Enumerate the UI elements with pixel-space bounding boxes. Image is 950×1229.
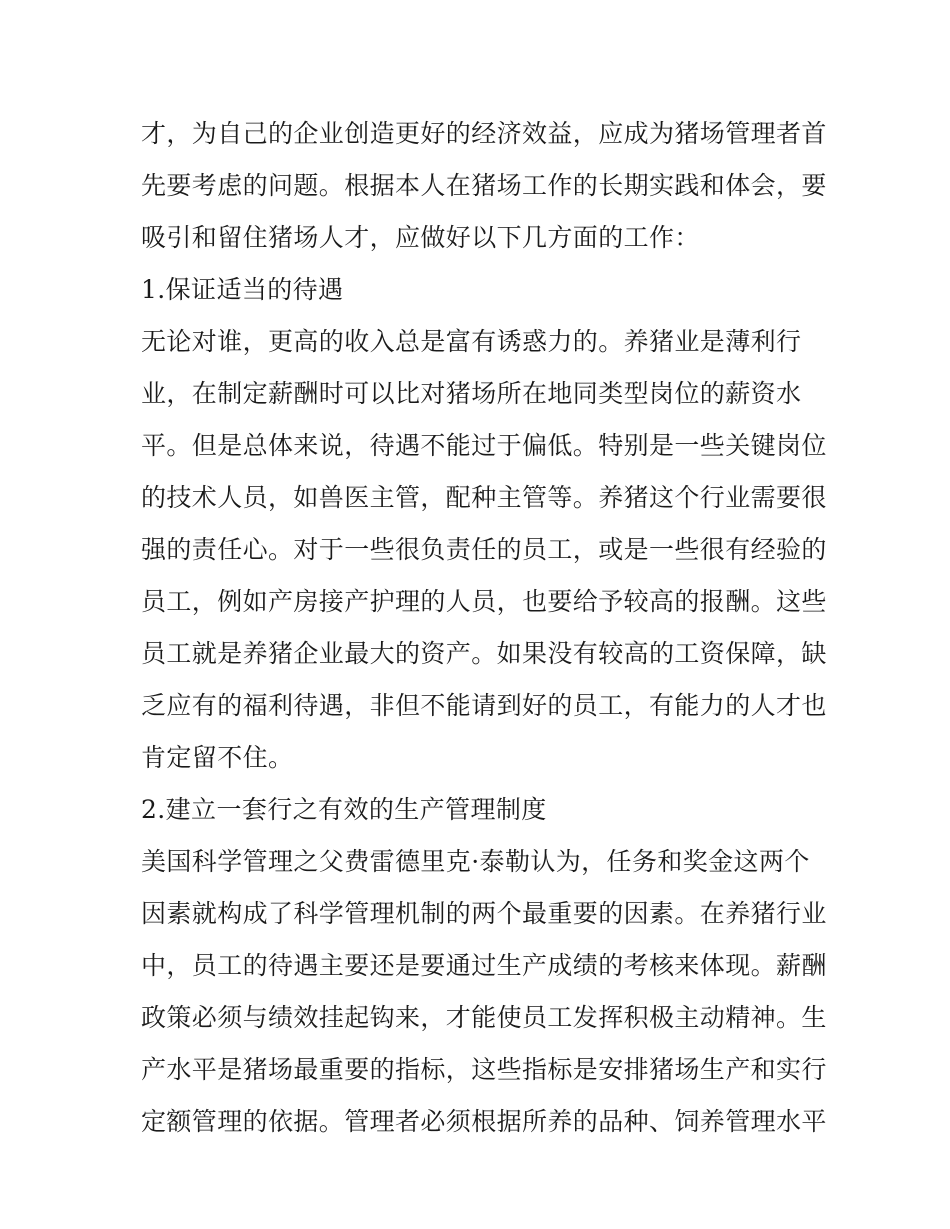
paragraph-line: 无论对谁，更高的收入总是富有诱惑力的。养猪业是薄利行: [141, 327, 802, 356]
paragraph-line: 吸引和留住猪场人才，应做好以下几方面的工作：: [141, 223, 700, 252]
paragraph-line: 业，在制定薪酬时可以比对猪场所在地同类型岗位的薪资水: [141, 379, 802, 408]
paragraph-line: 定额管理的依据。管理者必须根据所养的品种、饲养管理水平: [141, 1107, 827, 1136]
paragraph-line: 员工就是养猪企业最大的资产。如果没有较高的工资保障，缺: [141, 639, 827, 668]
paragraph-line: 产水平是猪场最重要的指标，这些指标是安排猪场生产和实行: [141, 1055, 827, 1084]
paragraph-line: 中，员工的待遇主要还是要通过生产成绩的考核来体现。薪酬: [141, 951, 827, 980]
paragraph-line: 因素就构成了科学管理机制的两个最重要的因素。在养猪行业: [141, 899, 827, 928]
paragraph-line: 平。但是总体来说，待遇不能过于偏低。特别是一些关键岗位: [141, 431, 827, 460]
paragraph-line: 乏应有的福利待遇，非但不能请到好的员工，有能力的人才也: [141, 691, 827, 720]
paragraph-line: 政策必须与绩效挂起钩来，才能使员工发挥积极主动精神。生: [141, 1003, 827, 1032]
paragraph-line: 肯定留不住。: [141, 743, 294, 772]
paragraph-line: 的技术人员，如兽医主管，配种主管等。养猪这个行业需要很: [141, 483, 827, 512]
paragraph-line: 美国科学管理之父费雷德里克·泰勒认为，任务和奖金这两个: [141, 847, 810, 876]
paragraph-line: 强的责任心。对于一些很负责任的员工，或是一些很有经验的: [141, 535, 827, 564]
section-heading: 1.保证适当的待遇: [141, 275, 344, 304]
paragraph-line: 才，为自己的企业创造更好的经济效益，应成为猪场管理者首: [141, 119, 827, 148]
paragraph-line: 先要考虑的问题。根据本人在猪场工作的长期实践和体会，要: [141, 171, 827, 200]
paragraph-line: 员工，例如产房接产护理的人员，也要给予较高的报酬。这些: [141, 587, 827, 616]
document-body: [141, 108, 827, 1148]
section-heading: 2.建立一套行之有效的生产管理制度: [141, 795, 547, 824]
